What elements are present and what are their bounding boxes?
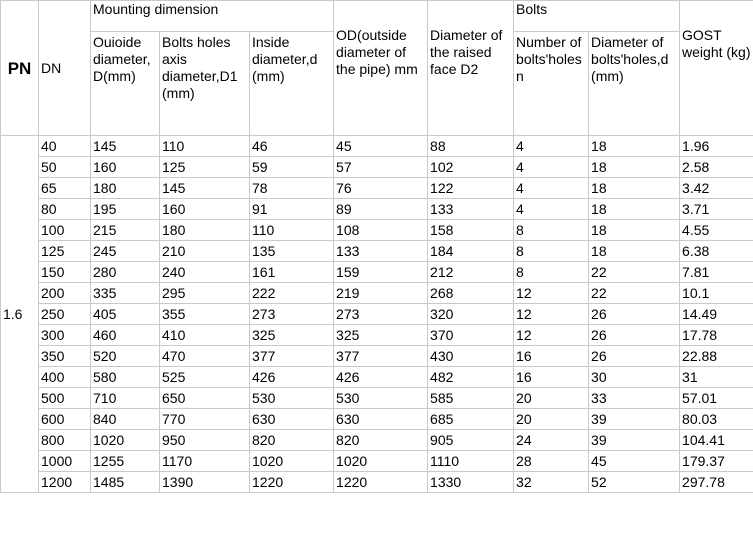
pipe-od-cell: 273 — [334, 304, 428, 325]
dn-cell: 1000 — [39, 451, 91, 472]
raised-face-cell: 1330 — [428, 472, 514, 493]
pipe-od-cell: 1020 — [334, 451, 428, 472]
dn-cell: 300 — [39, 325, 91, 346]
outside-diameter-cell: 195 — [91, 199, 160, 220]
bolt-count-header: Number of bolts'holes n — [514, 32, 589, 136]
pn-value-cell: 1.6 — [1, 136, 39, 493]
bolt-count-cell: 12 — [514, 325, 589, 346]
outside-diameter-cell: 160 — [91, 157, 160, 178]
outside-diameter-cell: 145 — [91, 136, 160, 157]
weight-cell: 3.71 — [680, 199, 753, 220]
weight-cell: 4.55 — [680, 220, 753, 241]
outside-diameter-cell: 1485 — [91, 472, 160, 493]
weight-cell: 31 — [680, 367, 753, 388]
bolt-count-cell: 20 — [514, 388, 589, 409]
bolts-header: Bolts — [514, 1, 680, 32]
bolt-hole-diameter-cell: 39 — [589, 430, 680, 451]
inside-diameter-cell: 325 — [250, 325, 334, 346]
bolt-count-cell: 4 — [514, 157, 589, 178]
dn-cell: 200 — [39, 283, 91, 304]
bolt-count-cell: 20 — [514, 409, 589, 430]
weight-cell: 297.78 — [680, 472, 753, 493]
bolt-count-cell: 16 — [514, 367, 589, 388]
table-row — [1, 262, 753, 283]
bolt-axis-diameter-header: Bolts holes axis diameter,D1 (mm) — [160, 32, 250, 136]
bolt-axis-diameter-cell: 180 — [160, 220, 250, 241]
raised-face-cell: 320 — [428, 304, 514, 325]
bolt-hole-diameter-cell: 22 — [589, 262, 680, 283]
table-row — [1, 178, 753, 199]
raised-face-cell: 1110 — [428, 451, 514, 472]
table-body — [1, 136, 753, 493]
weight-header: GOST weight (kg) — [680, 1, 753, 136]
dn-cell: 800 — [39, 430, 91, 451]
weight-cell: 2.58 — [680, 157, 753, 178]
table-row — [1, 136, 753, 157]
dn-cell: 400 — [39, 367, 91, 388]
bolt-axis-diameter-cell: 1170 — [160, 451, 250, 472]
dn-cell: 500 — [39, 388, 91, 409]
bolt-axis-diameter-cell: 125 — [160, 157, 250, 178]
inside-diameter-cell: 135 — [250, 241, 334, 262]
pipe-od-cell: 89 — [334, 199, 428, 220]
table-row — [1, 220, 753, 241]
bolt-hole-diameter-cell: 18 — [589, 241, 680, 262]
dn-cell: 600 — [39, 409, 91, 430]
outside-diameter-cell: 520 — [91, 346, 160, 367]
bolt-hole-diameter-cell: 18 — [589, 178, 680, 199]
inside-diameter-cell: 91 — [250, 199, 334, 220]
bolt-axis-diameter-cell: 1390 — [160, 472, 250, 493]
pipe-od-cell: 133 — [334, 241, 428, 262]
table-row — [1, 157, 753, 178]
inside-diameter-cell: 273 — [250, 304, 334, 325]
bolt-hole-diameter-cell: 33 — [589, 388, 680, 409]
bolt-hole-diameter-cell: 26 — [589, 304, 680, 325]
table-row — [1, 388, 753, 409]
outside-diameter-cell: 245 — [91, 241, 160, 262]
dn-cell: 350 — [39, 346, 91, 367]
inside-diameter-cell: 110 — [250, 220, 334, 241]
table-row — [1, 409, 753, 430]
outside-diameter-cell: 710 — [91, 388, 160, 409]
outside-diameter-cell: 580 — [91, 367, 160, 388]
bolt-hole-diameter-cell: 39 — [589, 409, 680, 430]
raised-face-cell: 905 — [428, 430, 514, 451]
outside-diameter-cell: 1020 — [91, 430, 160, 451]
pipe-od-cell: 76 — [334, 178, 428, 199]
bolt-axis-diameter-cell: 240 — [160, 262, 250, 283]
bolt-axis-diameter-cell: 160 — [160, 199, 250, 220]
weight-cell: 14.49 — [680, 304, 753, 325]
pipe-od-cell: 159 — [334, 262, 428, 283]
bolt-count-cell: 12 — [514, 304, 589, 325]
pipe-od-cell: 630 — [334, 409, 428, 430]
pn-header: PN — [1, 1, 39, 136]
raised-face-cell: 184 — [428, 241, 514, 262]
table-row — [1, 472, 753, 493]
outside-diameter-cell: 180 — [91, 178, 160, 199]
dn-header: DN — [39, 1, 91, 136]
bolt-hole-diameter-cell: 26 — [589, 325, 680, 346]
bolt-hole-diameter-cell: 18 — [589, 157, 680, 178]
bolt-hole-diameter-cell: 18 — [589, 199, 680, 220]
table-row — [1, 241, 753, 262]
inside-diameter-cell: 530 — [250, 388, 334, 409]
raised-face-cell: 133 — [428, 199, 514, 220]
bolt-hole-diameter-cell: 22 — [589, 283, 680, 304]
inside-diameter-cell: 59 — [250, 157, 334, 178]
bolt-axis-diameter-cell: 145 — [160, 178, 250, 199]
outside-diameter-cell: 1255 — [91, 451, 160, 472]
weight-cell: 104.41 — [680, 430, 753, 451]
bolt-count-cell: 8 — [514, 262, 589, 283]
pipe-od-cell: 325 — [334, 325, 428, 346]
weight-cell: 6.38 — [680, 241, 753, 262]
inside-diameter-cell: 426 — [250, 367, 334, 388]
bolt-axis-diameter-cell: 110 — [160, 136, 250, 157]
table-row — [1, 367, 753, 388]
bolt-count-cell: 8 — [514, 220, 589, 241]
bolt-axis-diameter-cell: 210 — [160, 241, 250, 262]
table-row — [1, 430, 753, 451]
pipe-od-cell: 1220 — [334, 472, 428, 493]
pipe-od-cell: 377 — [334, 346, 428, 367]
inside-diameter-cell: 161 — [250, 262, 334, 283]
outside-diameter-cell: 405 — [91, 304, 160, 325]
bolt-hole-diameter-cell: 18 — [589, 136, 680, 157]
dn-cell: 150 — [39, 262, 91, 283]
table-row — [1, 283, 753, 304]
pipe-od-cell: 820 — [334, 430, 428, 451]
weight-cell: 1.96 — [680, 136, 753, 157]
table-row — [1, 199, 753, 220]
dn-cell: 125 — [39, 241, 91, 262]
bolt-axis-diameter-cell: 355 — [160, 304, 250, 325]
dn-cell: 50 — [39, 157, 91, 178]
mounting-dimension-header: Mounting dimension — [91, 1, 334, 32]
raised-face-cell: 585 — [428, 388, 514, 409]
inside-diameter-cell: 1020 — [250, 451, 334, 472]
header-row-groups — [1, 1, 753, 32]
outside-diameter-cell: 335 — [91, 283, 160, 304]
bolt-hole-diameter-cell: 18 — [589, 220, 680, 241]
outside-diameter-cell: 215 — [91, 220, 160, 241]
bolt-count-cell: 4 — [514, 178, 589, 199]
pipe-od-cell: 45 — [334, 136, 428, 157]
inside-diameter-cell: 222 — [250, 283, 334, 304]
raised-face-header: Diameter of the raised face D2 — [428, 1, 514, 136]
bolt-count-cell: 24 — [514, 430, 589, 451]
bolt-axis-diameter-cell: 295 — [160, 283, 250, 304]
outside-diameter-cell: 460 — [91, 325, 160, 346]
raised-face-cell: 212 — [428, 262, 514, 283]
inside-diameter-cell: 46 — [250, 136, 334, 157]
raised-face-cell: 158 — [428, 220, 514, 241]
dn-cell: 250 — [39, 304, 91, 325]
bolt-count-cell: 4 — [514, 199, 589, 220]
raised-face-cell: 268 — [428, 283, 514, 304]
bolt-count-cell: 4 — [514, 136, 589, 157]
bolt-axis-diameter-cell: 770 — [160, 409, 250, 430]
dn-cell: 80 — [39, 199, 91, 220]
inside-diameter-cell: 630 — [250, 409, 334, 430]
weight-cell: 10.1 — [680, 283, 753, 304]
inside-diameter-cell: 1220 — [250, 472, 334, 493]
weight-cell: 57.01 — [680, 388, 753, 409]
weight-cell: 7.81 — [680, 262, 753, 283]
inside-diameter-header: Inside diameter,d (mm) — [250, 32, 334, 136]
inside-diameter-cell: 377 — [250, 346, 334, 367]
bolt-hole-diameter-cell: 45 — [589, 451, 680, 472]
bolt-count-cell: 8 — [514, 241, 589, 262]
weight-cell: 80.03 — [680, 409, 753, 430]
table-row — [1, 346, 753, 367]
dn-cell: 1200 — [39, 472, 91, 493]
bolt-axis-diameter-cell: 950 — [160, 430, 250, 451]
weight-cell: 3.42 — [680, 178, 753, 199]
bolt-axis-diameter-cell: 470 — [160, 346, 250, 367]
bolt-axis-diameter-cell: 525 — [160, 367, 250, 388]
bolt-count-cell: 16 — [514, 346, 589, 367]
dn-cell: 100 — [39, 220, 91, 241]
dn-cell: 65 — [39, 178, 91, 199]
pipe-od-cell: 57 — [334, 157, 428, 178]
table-row — [1, 304, 753, 325]
raised-face-cell: 482 — [428, 367, 514, 388]
weight-cell: 17.78 — [680, 325, 753, 346]
bolt-hole-diameter-cell: 52 — [589, 472, 680, 493]
bolt-axis-diameter-cell: 410 — [160, 325, 250, 346]
outside-diameter-cell: 280 — [91, 262, 160, 283]
raised-face-cell: 122 — [428, 178, 514, 199]
raised-face-cell: 685 — [428, 409, 514, 430]
inside-diameter-cell: 78 — [250, 178, 334, 199]
pipe-od-cell: 108 — [334, 220, 428, 241]
pipe-od-cell: 426 — [334, 367, 428, 388]
bolt-hole-diameter-header: Diameter of bolts'holes,d (mm) — [589, 32, 680, 136]
raised-face-cell: 88 — [428, 136, 514, 157]
pipe-od-cell: 219 — [334, 283, 428, 304]
pipe-od-header: OD(outside diameter of the pipe) mm — [334, 1, 428, 136]
inside-diameter-cell: 820 — [250, 430, 334, 451]
raised-face-cell: 102 — [428, 157, 514, 178]
dn-cell: 40 — [39, 136, 91, 157]
table-row — [1, 325, 753, 346]
weight-cell: 179.37 — [680, 451, 753, 472]
outside-diameter-header: Ouioide diameter, D(mm) — [91, 32, 160, 136]
bolt-count-cell: 32 — [514, 472, 589, 493]
table-row — [1, 451, 753, 472]
bolt-count-cell: 12 — [514, 283, 589, 304]
outside-diameter-cell: 840 — [91, 409, 160, 430]
pipe-od-cell: 530 — [334, 388, 428, 409]
bolt-count-cell: 28 — [514, 451, 589, 472]
raised-face-cell: 430 — [428, 346, 514, 367]
bolt-axis-diameter-cell: 650 — [160, 388, 250, 409]
raised-face-cell: 370 — [428, 325, 514, 346]
weight-cell: 22.88 — [680, 346, 753, 367]
bolt-hole-diameter-cell: 30 — [589, 367, 680, 388]
bolt-hole-diameter-cell: 26 — [589, 346, 680, 367]
